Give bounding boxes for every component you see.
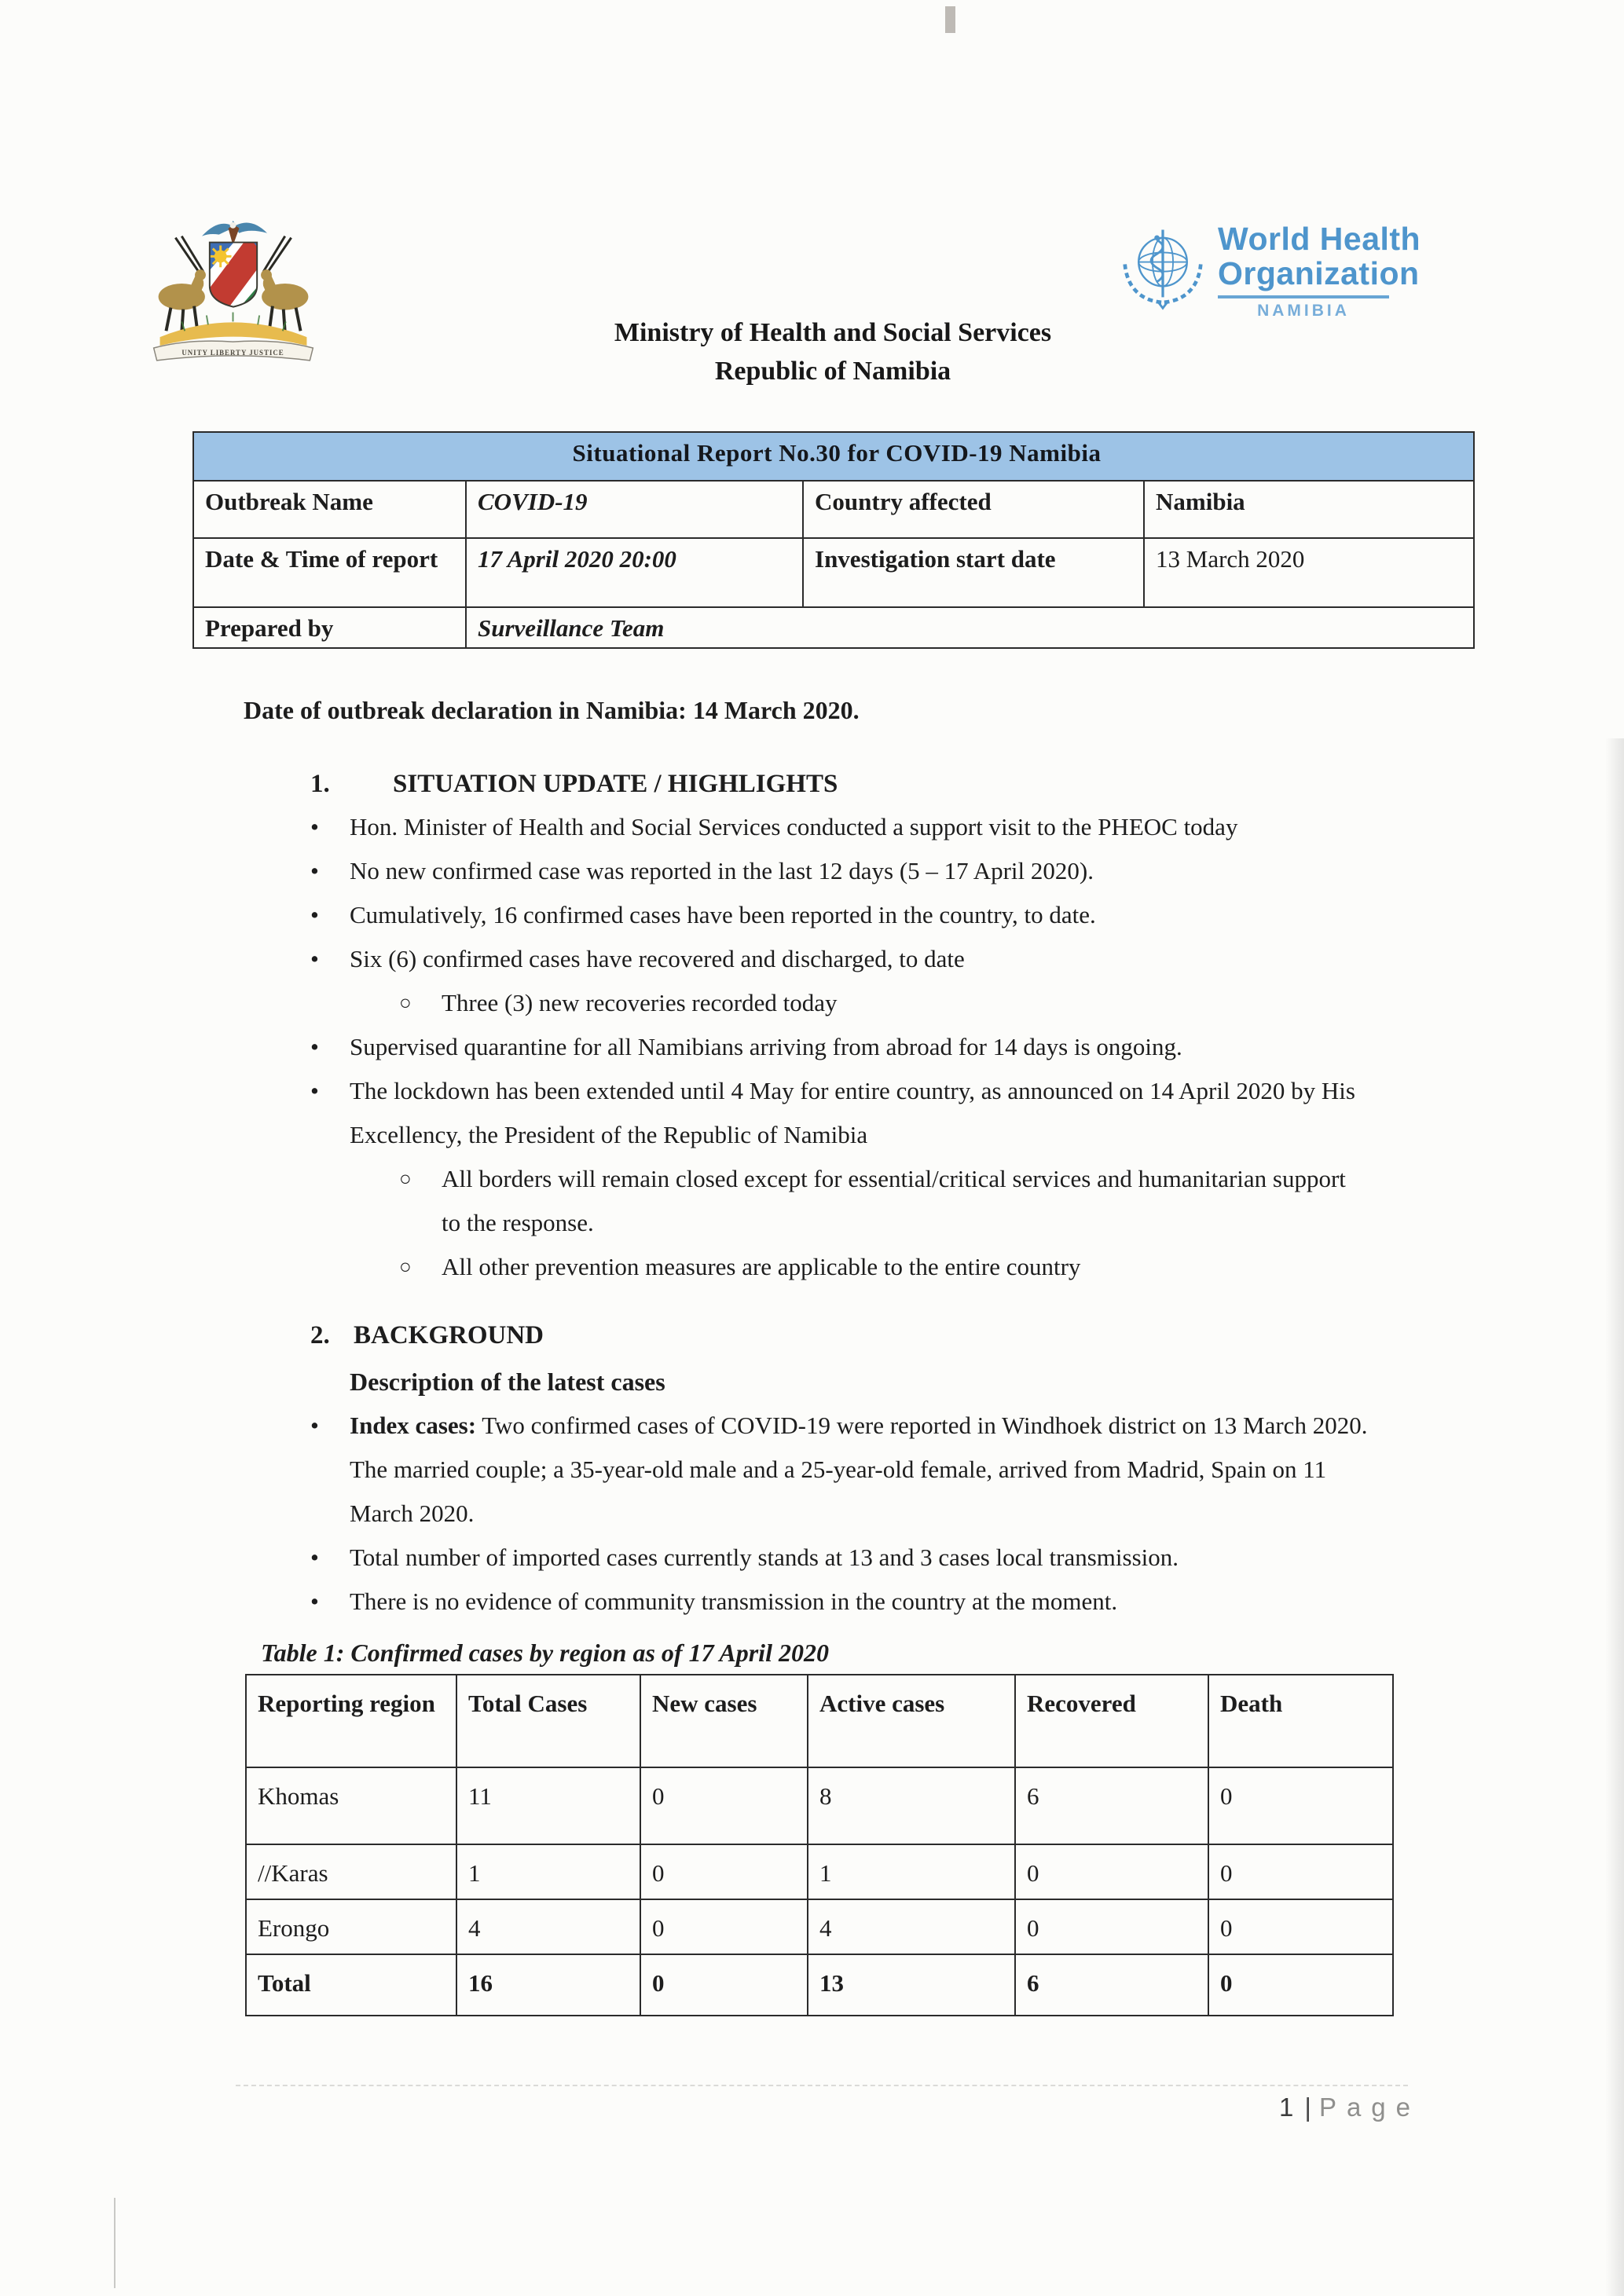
bullet-dot-icon: • [310, 813, 319, 840]
new-cases: 0 [640, 1767, 808, 1844]
total-cases: 11 [456, 1767, 640, 1844]
page-number-separator: | [1304, 2093, 1311, 2122]
list-item: • Six (6) confirmed cases have recovered and discharged, to date [192, 937, 1473, 981]
coat-motto: UNITY LIBERTY JUSTICE [181, 348, 284, 357]
death: 0 [1208, 1899, 1393, 1954]
outbreak-name-value: COVID-19 [466, 481, 803, 538]
list-item: • There is no evidence of community transmission in the country at the moment. [192, 1580, 1473, 1624]
bullet-circle-icon: ○ [399, 1255, 412, 1278]
investigation-start-label: Investigation start date [803, 538, 1144, 607]
country-affected-label: Country affected [803, 481, 1144, 538]
page-footer [1279, 2093, 1421, 2122]
report-body [192, 431, 1473, 2016]
table-row [246, 1844, 1393, 1899]
recovered: 6 [1015, 1767, 1208, 1844]
index-cases-label: Index cases: [350, 1412, 477, 1439]
death: 0 [1208, 1844, 1393, 1899]
scan-artifact [945, 6, 955, 33]
col-header-death: Death [1208, 1675, 1393, 1767]
region-name: Total [246, 1954, 456, 2016]
footer-divider [236, 2085, 1408, 2086]
who-divider [1218, 295, 1389, 298]
bullet-dot-icon: • [310, 945, 319, 972]
new-cases: 0 [640, 1844, 808, 1899]
bullet-circle-icon: ○ [399, 991, 412, 1014]
table-total-row [246, 1954, 1393, 2016]
section2-heading [192, 1317, 1473, 1353]
who-name-line1: World Health [1218, 221, 1421, 257]
page-word: Page [1318, 2093, 1421, 2122]
prepared-by-label: Prepared by [193, 607, 466, 648]
col-header-recovered: Recovered [1015, 1675, 1208, 1767]
who-emblem-icon [1119, 222, 1207, 314]
active-cases: 8 [808, 1767, 1015, 1844]
republic-title: Republic of Namibia [714, 357, 951, 386]
section1-number: 1. [310, 770, 330, 798]
ministry-title: Ministry of Health and Social Services [614, 318, 1052, 347]
report-datetime-label: Date & Time of report [193, 538, 466, 607]
outbreak-declaration-line: Date of outbreak declaration in Namibia: 14 March 2020. [244, 696, 860, 724]
index-cases-text: Two confirmed cases of COVID-19 were reported in Windhoek district on 13 March 2020. The married couple; a 35-year-old male and a 25-year-old female, arrived from Madrid, Spain on 11 March 2020. [350, 1412, 1368, 1527]
prepared-by-value: Surveillance Team [466, 607, 1474, 648]
death: 0 [1208, 1767, 1393, 1844]
report-banner-title: Situational Report No.30 for COVID-19 Namibia [193, 432, 1474, 481]
list-item: • Supervised quarantine for all Namibians arriving from abroad for 14 days is ongoing. [192, 1025, 1473, 1069]
who-logo [1119, 222, 1421, 320]
bullet-dot-icon: • [310, 1587, 319, 1615]
total-cases: 16 [456, 1954, 640, 2016]
table-row [246, 1767, 1393, 1844]
table1-caption: Table 1: Confirmed cases by region as of 17 April 2020 [261, 1639, 829, 1667]
recovered: 6 [1015, 1954, 1208, 2016]
list-item: • Total number of imported cases currently stands at 13 and 3 cases local transmission. [192, 1536, 1473, 1580]
region-name: //Karas [246, 1844, 456, 1899]
section2-title: BACKGROUND [354, 1321, 544, 1349]
bullet-dot-icon: • [310, 901, 319, 928]
region-name: Khomas [246, 1767, 456, 1844]
col-header-new: New cases [640, 1675, 808, 1767]
who-wordmark [1218, 222, 1421, 320]
new-cases: 0 [640, 1899, 808, 1954]
col-header-active: Active cases [808, 1675, 1015, 1767]
scan-artifact [114, 2198, 115, 2288]
list-item: • No new confirmed case was reported in the last 12 days (5 – 17 April 2020). [192, 849, 1473, 893]
scan-edge-shadow [1605, 738, 1624, 2296]
country-affected-value: Namibia [1144, 481, 1474, 538]
page-number: 1 [1279, 2093, 1294, 2122]
eagle-head [230, 222, 236, 229]
total-cases: 1 [456, 1844, 640, 1899]
new-cases: 0 [640, 1954, 808, 2016]
region-name: Erongo [246, 1899, 456, 1954]
who-country-label: NAMIBIA [1257, 302, 1350, 320]
confirmed-cases-table [245, 1674, 1394, 2016]
table-header-row [246, 1675, 1393, 1767]
bullet-circle-icon: ○ [399, 1167, 412, 1190]
death: 0 [1208, 1954, 1393, 2016]
sub-list-item: ○ All other prevention measures are applicable to the entire country [192, 1245, 1473, 1289]
list-item: • Hon. Minister of Health and Social Services conducted a support visit to the PHEOC today [192, 805, 1473, 849]
section1-title: SITUATION UPDATE / HIGHLIGHTS [393, 770, 838, 798]
bullet-dot-icon: • [310, 1033, 319, 1060]
section1-heading [192, 766, 1473, 802]
report-info-table [192, 431, 1475, 649]
report-datetime-value: 17 April 2020 20:00 [466, 538, 803, 607]
bullet-dot-icon: • [310, 857, 319, 884]
list-item [192, 1404, 1473, 1536]
recovered: 0 [1015, 1844, 1208, 1899]
sub-list-item: ○ All borders will remain closed except for essential/critical services and humanitarian support to the response. [192, 1157, 1473, 1245]
table-row [246, 1899, 1393, 1954]
section1-bullet-list [192, 805, 1473, 1289]
sub-list-item: ○ Three (3) new recoveries recorded today [192, 981, 1473, 1025]
active-cases: 13 [808, 1954, 1015, 2016]
active-cases: 1 [808, 1844, 1015, 1899]
section2-number: 2. [310, 1321, 330, 1349]
active-cases: 4 [808, 1899, 1015, 1954]
bullet-dot-icon: • [310, 1412, 319, 1439]
recovered: 0 [1015, 1899, 1208, 1954]
investigation-start-value: 13 March 2020 [1144, 538, 1474, 607]
col-header-region: Reporting region [246, 1675, 456, 1767]
bullet-dot-icon: • [310, 1543, 319, 1571]
latest-cases-subheading: Description of the latest cases [350, 1368, 665, 1396]
section2-bullet-list [192, 1404, 1473, 1624]
col-header-total: Total Cases [456, 1675, 640, 1767]
outbreak-name-label: Outbreak Name [193, 481, 466, 538]
total-cases: 4 [456, 1899, 640, 1954]
document-heading [192, 313, 1473, 390]
list-item: • Cumulatively, 16 confirmed cases have been reported in the country, to date. [192, 893, 1473, 937]
list-item: • The lockdown has been extended until 4 May for entire country, as announced on 14 April 2020 by His Excellency, the President of the Republic of Namibia [192, 1069, 1473, 1157]
who-name-line2: Organization [1218, 255, 1420, 291]
bullet-dot-icon: • [310, 1077, 319, 1104]
